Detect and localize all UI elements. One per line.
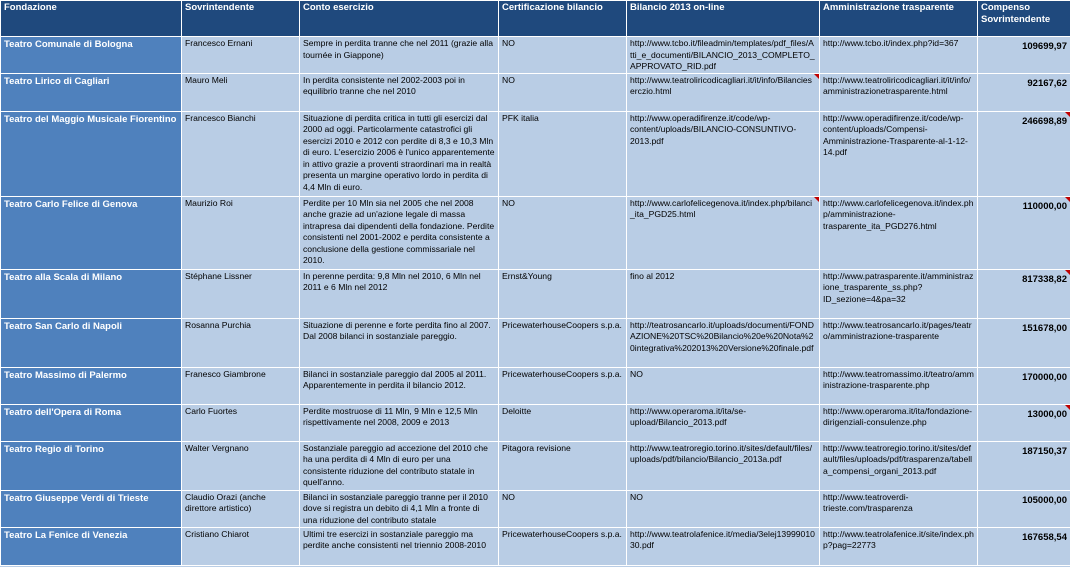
cell-compenso[interactable]: [978, 269, 1070, 318]
cell-compenso[interactable]: 187150,37: [978, 441, 1070, 490]
cell-sovrintendente[interactable]: Claudio Orazi (anche direttore artistico): [182, 490, 300, 527]
table-row: [1, 318, 1070, 367]
cell-amministrazione[interactable]: http://www.patrasparente.it/amministrazione_trasparente_ss.php?ID_sezione=4&pa=32: [820, 269, 978, 318]
cell-bilancio[interactable]: fino al 2012: [627, 269, 820, 318]
cell-bilancio[interactable]: http://www.tcbo.it/fileadmin/templates/pdf_files/Atti_e_documenti/BILANCIO_2013_COMPLETO_APPROVATO_RID.pdf: [627, 37, 820, 74]
cell-bilancio[interactable]: NO: [627, 490, 820, 527]
header-amministrazione: Amministrazione trasparente: [820, 1, 978, 37]
cell-fondazione[interactable]: Teatro Lirico di Cagliari: [1, 73, 182, 111]
cell-amministrazione[interactable]: http://www.operaroma.it/ita/fondazione-dirigenziali-consulenze.php: [820, 404, 978, 441]
comment-flag-icon: [1065, 270, 1070, 275]
cell-amministrazione[interactable]: http://www.teatromassimo.it/teatro/amministrazione-trasparente.php: [820, 367, 978, 404]
cell-certificazione[interactable]: NO: [499, 37, 627, 74]
cell-amministrazione[interactable]: http://www.teatroregio.torino.it/sites/default/files/uploads/pdf/trasparenza/tabella_compensi_organi_2013.pdf: [820, 441, 978, 490]
header-fondazione: Fondazione: [1, 1, 182, 37]
cell-sovrintendente[interactable]: Mauro Meli: [182, 73, 300, 111]
cell-conto[interactable]: Perdite per 10 Mln sia nel 2005 che nel 2008 anche grazie ad un'azione legale di massa intrapresa dai dipendenti della fondazione. Perdite consistenti nel 2001-2002 e perdita consistente a conclusione della gestione commissariale nel 2010.: [300, 196, 499, 269]
cell-certificazione[interactable]: NO: [499, 490, 627, 527]
cell-certificazione[interactable]: NO: [499, 73, 627, 111]
cell-conto[interactable]: Situazione di perenne e forte perdita fino al 2007. Dal 2008 bilanci in sostanziale pareggio.: [300, 318, 499, 367]
cell-fondazione[interactable]: Teatro Massimo di Palermo: [1, 367, 182, 404]
header-row: [1, 1, 1070, 37]
cell-bilancio[interactable]: http://www.operadifirenze.it/code/wp-content/uploads/BILANCIO-CONSUNTIVO-2013.pdf: [627, 111, 820, 196]
cell-sovrintendente[interactable]: Cristiano Chiarot: [182, 527, 300, 565]
cell-amministrazione[interactable]: http://www.teatrolafenice.it/site/index.php?pag=22773: [820, 527, 978, 565]
table-row: [1, 37, 1070, 74]
table-row: [1, 367, 1070, 404]
cell-fondazione[interactable]: Teatro Comunale di Bologna: [1, 37, 182, 74]
cell-sovrintendente[interactable]: Maurizio Roi: [182, 196, 300, 269]
cell-certificazione[interactable]: Ernst&Young: [499, 269, 627, 318]
table-row: [1, 196, 1070, 269]
cell-certificazione[interactable]: PricewaterhouseCoopers s.p.a.: [499, 367, 627, 404]
cell-compenso[interactable]: 151678,00: [978, 318, 1070, 367]
cell-bilancio[interactable]: [627, 196, 820, 269]
cell-fondazione[interactable]: Teatro La Fenice di Venezia: [1, 527, 182, 565]
table-row: [1, 527, 1070, 565]
cell-conto[interactable]: Sempre in perdita tranne che nel 2011 (grazie alla tournée in Giappone): [300, 37, 499, 74]
cell-fondazione[interactable]: Teatro Regio di Torino: [1, 441, 182, 490]
cell-sovrintendente[interactable]: Francesco Bianchi: [182, 111, 300, 196]
cell-fondazione[interactable]: Teatro Giuseppe Verdi di Trieste: [1, 490, 182, 527]
cell-compenso[interactable]: [978, 111, 1070, 196]
cell-compenso-text: 817338,82: [1022, 273, 1067, 285]
header-bilancio: Bilancio 2013 on-line: [627, 1, 820, 37]
cell-conto[interactable]: Ultimi tre esercizi in sostanziale pareggio ma perdite anche consistenti nel triennio 2008-2010: [300, 527, 499, 565]
cell-bilancio[interactable]: http://www.operaroma.it/ita/se-upload/Bilancio_2013.pdf: [627, 404, 820, 441]
cell-compenso-text: 110000,00: [1022, 200, 1067, 212]
cell-bilancio[interactable]: http://www.teatroregio.torino.it/sites/default/files/uploads/pdf/bilancio/Bilancio_2013a.pdf: [627, 441, 820, 490]
table-row: [1, 404, 1070, 441]
header-conto-esercizio: Conto esercizio: [300, 1, 499, 37]
cell-sovrintendente[interactable]: Walter Vergnano: [182, 441, 300, 490]
cell-conto[interactable]: In perdita consistente nel 2002-2003 poi in equilibrio tranne che nel 2010: [300, 73, 499, 111]
cell-compenso[interactable]: 92167,62: [978, 73, 1070, 111]
cell-bilancio[interactable]: http://teatrosancarlo.it/uploads/documenti/FONDAZIONE%20TSC%20Bilancio%20e%20Nota%20integrativa%202013%20Versione%20finale.pdf: [627, 318, 820, 367]
cell-certificazione[interactable]: Pitagora revisione: [499, 441, 627, 490]
cell-amministrazione[interactable]: http://www.operadifirenze.it/code/wp-content/uploads/Compensi-Amministrazione-Trasparente-al-1-12-14.pdf: [820, 111, 978, 196]
cell-compenso[interactable]: 109699,97: [978, 37, 1070, 74]
table-row: [1, 269, 1070, 318]
cell-certificazione[interactable]: PFK italia: [499, 111, 627, 196]
cell-conto[interactable]: Bilanci in sostanziale pareggio dal 2005 al 2011. Apparentemente in perdita il bilancio 2012.: [300, 367, 499, 404]
cell-compenso[interactable]: [978, 404, 1070, 441]
comment-flag-icon: [814, 74, 819, 79]
comment-flag-icon: [1065, 405, 1070, 410]
table-row: [1, 111, 1070, 196]
comment-flag-icon: [1065, 112, 1070, 117]
cell-certificazione[interactable]: PricewaterhouseCoopers s.p.a.: [499, 318, 627, 367]
header-certificazione: Certificazione bilancio: [499, 1, 627, 37]
comment-flag-icon: [814, 197, 819, 202]
cell-certificazione[interactable]: PricewaterhouseCoopers s.p.a.: [499, 527, 627, 565]
cell-compenso-text: 246698,89: [1022, 115, 1067, 127]
cell-sovrintendente[interactable]: Rosanna Purchia: [182, 318, 300, 367]
cell-sovrintendente[interactable]: Stéphane Lissner: [182, 269, 300, 318]
cell-amministrazione[interactable]: http://www.tcbo.it/index.php?id=367: [820, 37, 978, 74]
cell-compenso[interactable]: 170000,00: [978, 367, 1070, 404]
cell-fondazione[interactable]: Teatro Carlo Felice di Genova: [1, 196, 182, 269]
cell-fondazione[interactable]: Teatro dell'Opera di Roma: [1, 404, 182, 441]
cell-amministrazione[interactable]: http://www.teatroliricodicagliari.it/it/info/amministrazionetrasparente.html: [820, 73, 978, 111]
cell-compenso[interactable]: 105000,00: [978, 490, 1070, 527]
header-sovrintendente: Sovrintendente: [182, 1, 300, 37]
cell-bilancio[interactable]: http://www.teatrolafenice.it/media/3elej1399901030.pdf: [627, 527, 820, 565]
cell-conto[interactable]: Situazione di perdita critica in tutti gli esercizi dal 2000 ad oggi. Particolarmente catastrofici gli esercizi 2010 e 2012 con perdite di 8,3 e 10,3 Mln di euro. L'esercizio 2006 è l'unico apparentemente in attivo grazie a proventi straordinari ma in realtà presenta un margine operativo lordo in perdita di 4,4 Mln di euro.: [300, 111, 499, 196]
header-compenso: Compenso Sovrintendente: [978, 1, 1070, 37]
cell-bilancio[interactable]: NO: [627, 367, 820, 404]
cell-bilancio[interactable]: [627, 73, 820, 111]
cell-amministrazione[interactable]: http://www.teatroverdi-trieste.com/trasparenza: [820, 490, 978, 527]
table-row: [1, 73, 1070, 111]
comment-flag-icon: [1065, 197, 1070, 202]
cell-sovrintendente[interactable]: Franesco Giambrone: [182, 367, 300, 404]
cell-fondazione[interactable]: Teatro del Maggio Musicale Fiorentino: [1, 111, 182, 196]
cell-amministrazione[interactable]: http://www.carlofelicegenova.it/index.php/amministrazione-trasparente_ita_PGD276.html: [820, 196, 978, 269]
cell-sovrintendente[interactable]: Carlo Fuortes: [182, 404, 300, 441]
cell-bilancio-text: http://www.teatroliricodicagliari.it/it/info/Bilancieserczio.html: [630, 74, 812, 96]
cell-bilancio-text: http://www.carlofelicegenova.it/index.php/bilanci_ita_PGD25.html: [630, 197, 813, 219]
table-row: [1, 490, 1070, 527]
cell-certificazione[interactable]: NO: [499, 196, 627, 269]
cell-conto[interactable]: In perenne perdita: 9,8 Mln nel 2010, 6 Mln nel 2011 e 6 Mln nel 2012: [300, 269, 499, 318]
cell-sovrintendente[interactable]: Francesco Ernani: [182, 37, 300, 74]
cell-fondazione[interactable]: Teatro San Carlo di Napoli: [1, 318, 182, 367]
cell-compenso-text: 13000,00: [1027, 408, 1067, 420]
cell-amministrazione[interactable]: http://www.teatrosancarlo.it/pages/teatro/amministrazione-trasparente: [820, 318, 978, 367]
cell-fondazione[interactable]: Teatro alla Scala di Milano: [1, 269, 182, 318]
table-row: [1, 441, 1070, 490]
cell-certificazione[interactable]: Deloitte: [499, 404, 627, 441]
cell-conto[interactable]: Sostanziale pareggio ad accezione del 2010 che ha una perdita di 4 Mln di euro per una consistente riduzione del contributo statale in quell'anno.: [300, 441, 499, 490]
cell-compenso[interactable]: 167658,54: [978, 527, 1070, 565]
cell-conto[interactable]: Bilanci in sostanziale pareggio tranne per il 2010 dove si registra un debito di 4,1 Mln a fronte di una riduzione del contributo statale: [300, 490, 499, 527]
cell-conto[interactable]: Perdite mostruose di 11 Mln, 9 Mln e 12,5 Mln rispettivamente nel 2008, 2009 e 2013: [300, 404, 499, 441]
cell-compenso[interactable]: [978, 196, 1070, 269]
